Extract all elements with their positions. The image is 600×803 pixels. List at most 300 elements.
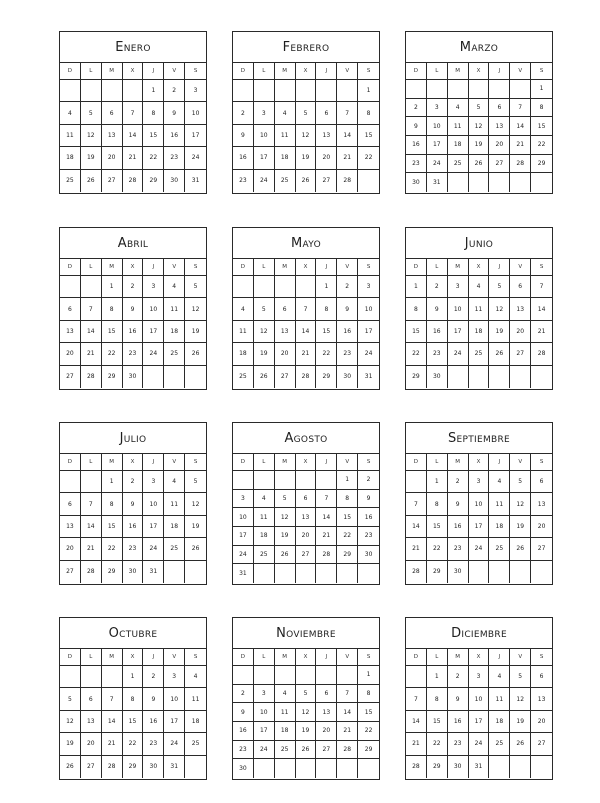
- day-cell[interactable]: 11: [275, 703, 296, 722]
- day-cell[interactable]: 7: [81, 298, 102, 320]
- day-cell[interactable]: 20: [489, 136, 510, 155]
- day-cell[interactable]: 12: [296, 125, 317, 147]
- day-cell[interactable]: 12: [510, 688, 531, 710]
- day-cell[interactable]: 12: [275, 508, 296, 527]
- day-cell[interactable]: 7: [337, 685, 358, 704]
- day-cell[interactable]: 18: [233, 343, 254, 365]
- day-cell[interactable]: 12: [469, 117, 490, 136]
- day-cell[interactable]: 1: [123, 666, 144, 688]
- day-cell[interactable]: 16: [427, 321, 448, 343]
- day-cell[interactable]: 23: [448, 733, 469, 755]
- day-cell[interactable]: 12: [489, 298, 510, 320]
- day-cell[interactable]: 2: [406, 99, 427, 118]
- day-cell[interactable]: 1: [531, 80, 552, 99]
- day-cell[interactable]: 11: [164, 298, 185, 320]
- day-cell[interactable]: 24: [143, 538, 164, 560]
- day-cell[interactable]: 2: [448, 666, 469, 688]
- day-cell[interactable]: 28: [81, 366, 102, 388]
- day-cell[interactable]: 31: [143, 561, 164, 583]
- day-cell[interactable]: 3: [143, 471, 164, 493]
- day-cell[interactable]: 17: [469, 516, 490, 538]
- day-cell[interactable]: 10: [427, 117, 448, 136]
- day-cell[interactable]: 8: [337, 490, 358, 509]
- day-cell[interactable]: 26: [254, 366, 275, 388]
- day-cell[interactable]: 12: [185, 493, 206, 515]
- day-cell[interactable]: 1: [143, 80, 164, 102]
- day-cell[interactable]: 13: [81, 711, 102, 733]
- day-cell[interactable]: 19: [185, 321, 206, 343]
- day-cell[interactable]: 8: [123, 688, 144, 710]
- day-cell[interactable]: 9: [233, 703, 254, 722]
- day-cell[interactable]: 15: [358, 703, 379, 722]
- day-cell[interactable]: 7: [81, 493, 102, 515]
- day-cell[interactable]: 25: [185, 733, 206, 755]
- day-cell[interactable]: 3: [254, 102, 275, 124]
- day-cell[interactable]: 14: [406, 516, 427, 538]
- day-cell[interactable]: 19: [254, 343, 275, 365]
- day-cell[interactable]: 8: [427, 688, 448, 710]
- day-cell[interactable]: 8: [358, 102, 379, 124]
- day-cell[interactable]: 7: [316, 490, 337, 509]
- day-cell[interactable]: 1: [406, 276, 427, 298]
- day-cell[interactable]: 4: [164, 471, 185, 493]
- day-cell[interactable]: 7: [406, 688, 427, 710]
- day-cell[interactable]: 30: [358, 546, 379, 565]
- day-cell[interactable]: 30: [337, 366, 358, 388]
- day-cell[interactable]: 24: [254, 170, 275, 192]
- day-cell[interactable]: 4: [254, 490, 275, 509]
- day-cell[interactable]: 10: [469, 493, 490, 515]
- day-cell[interactable]: 1: [358, 80, 379, 102]
- day-cell[interactable]: 22: [143, 147, 164, 169]
- day-cell[interactable]: 10: [254, 703, 275, 722]
- day-cell[interactable]: 14: [316, 508, 337, 527]
- day-cell[interactable]: 8: [143, 102, 164, 124]
- day-cell[interactable]: 26: [510, 538, 531, 560]
- day-cell[interactable]: 26: [469, 155, 490, 174]
- day-cell[interactable]: 28: [337, 741, 358, 760]
- day-cell[interactable]: 28: [102, 756, 123, 778]
- day-cell[interactable]: 2: [123, 471, 144, 493]
- day-cell[interactable]: 14: [337, 703, 358, 722]
- day-cell[interactable]: 20: [510, 321, 531, 343]
- day-cell[interactable]: 4: [275, 102, 296, 124]
- day-cell[interactable]: 26: [296, 741, 317, 760]
- day-cell[interactable]: 11: [448, 117, 469, 136]
- day-cell[interactable]: 28: [406, 561, 427, 583]
- day-cell[interactable]: 9: [123, 493, 144, 515]
- day-cell[interactable]: 30: [233, 759, 254, 778]
- day-cell[interactable]: 21: [316, 527, 337, 546]
- day-cell[interactable]: 27: [296, 546, 317, 565]
- day-cell[interactable]: 27: [275, 366, 296, 388]
- day-cell[interactable]: 13: [510, 298, 531, 320]
- day-cell[interactable]: 29: [143, 170, 164, 192]
- day-cell[interactable]: 1: [102, 471, 123, 493]
- day-cell[interactable]: 17: [164, 711, 185, 733]
- day-cell[interactable]: 29: [531, 155, 552, 174]
- day-cell[interactable]: 18: [254, 527, 275, 546]
- day-cell[interactable]: 21: [337, 722, 358, 741]
- day-cell[interactable]: 13: [296, 508, 317, 527]
- day-cell[interactable]: 20: [316, 147, 337, 169]
- day-cell[interactable]: 15: [531, 117, 552, 136]
- day-cell[interactable]: 11: [489, 688, 510, 710]
- day-cell[interactable]: 4: [60, 102, 81, 124]
- day-cell[interactable]: 4: [469, 276, 490, 298]
- day-cell[interactable]: 19: [296, 147, 317, 169]
- day-cell[interactable]: 5: [185, 471, 206, 493]
- day-cell[interactable]: 1: [316, 276, 337, 298]
- day-cell[interactable]: 10: [143, 493, 164, 515]
- day-cell[interactable]: 7: [123, 102, 144, 124]
- day-cell[interactable]: 27: [60, 366, 81, 388]
- day-cell[interactable]: 24: [143, 343, 164, 365]
- day-cell[interactable]: 12: [254, 321, 275, 343]
- day-cell[interactable]: 15: [427, 711, 448, 733]
- day-cell[interactable]: 10: [143, 298, 164, 320]
- day-cell[interactable]: 19: [296, 722, 317, 741]
- day-cell[interactable]: 21: [337, 147, 358, 169]
- day-cell[interactable]: 16: [143, 711, 164, 733]
- day-cell[interactable]: 8: [406, 298, 427, 320]
- day-cell[interactable]: 2: [337, 276, 358, 298]
- day-cell[interactable]: 8: [102, 298, 123, 320]
- day-cell[interactable]: 5: [489, 276, 510, 298]
- day-cell[interactable]: 11: [275, 125, 296, 147]
- day-cell[interactable]: 8: [531, 99, 552, 118]
- day-cell[interactable]: 10: [254, 125, 275, 147]
- day-cell[interactable]: 27: [316, 741, 337, 760]
- day-cell[interactable]: 17: [143, 321, 164, 343]
- day-cell[interactable]: 28: [531, 343, 552, 365]
- day-cell[interactable]: 31: [164, 756, 185, 778]
- day-cell[interactable]: 9: [143, 688, 164, 710]
- day-cell[interactable]: 19: [185, 516, 206, 538]
- day-cell[interactable]: 20: [81, 733, 102, 755]
- day-cell[interactable]: 11: [233, 321, 254, 343]
- day-cell[interactable]: 6: [531, 471, 552, 493]
- day-cell[interactable]: 2: [143, 666, 164, 688]
- day-cell[interactable]: 6: [60, 493, 81, 515]
- day-cell[interactable]: 13: [316, 125, 337, 147]
- day-cell[interactable]: 10: [233, 508, 254, 527]
- day-cell[interactable]: 26: [185, 343, 206, 365]
- day-cell[interactable]: 2: [164, 80, 185, 102]
- day-cell[interactable]: 28: [406, 756, 427, 778]
- day-cell[interactable]: 29: [427, 561, 448, 583]
- day-cell[interactable]: 14: [510, 117, 531, 136]
- day-cell[interactable]: 17: [469, 711, 490, 733]
- day-cell[interactable]: 4: [489, 471, 510, 493]
- day-cell[interactable]: 9: [233, 125, 254, 147]
- day-cell[interactable]: 28: [81, 561, 102, 583]
- day-cell[interactable]: 11: [164, 493, 185, 515]
- day-cell[interactable]: 20: [60, 343, 81, 365]
- day-cell[interactable]: 3: [185, 80, 206, 102]
- day-cell[interactable]: 16: [448, 711, 469, 733]
- day-cell[interactable]: 23: [123, 538, 144, 560]
- day-cell[interactable]: 14: [123, 125, 144, 147]
- day-cell[interactable]: 6: [102, 102, 123, 124]
- day-cell[interactable]: 3: [469, 666, 490, 688]
- day-cell[interactable]: 10: [164, 688, 185, 710]
- day-cell[interactable]: 19: [510, 516, 531, 538]
- day-cell[interactable]: 10: [185, 102, 206, 124]
- day-cell[interactable]: 21: [81, 538, 102, 560]
- day-cell[interactable]: 5: [510, 471, 531, 493]
- day-cell[interactable]: 3: [254, 685, 275, 704]
- day-cell[interactable]: 28: [123, 170, 144, 192]
- day-cell[interactable]: 6: [531, 666, 552, 688]
- day-cell[interactable]: 7: [510, 99, 531, 118]
- day-cell[interactable]: 24: [469, 538, 490, 560]
- day-cell[interactable]: 29: [337, 546, 358, 565]
- day-cell[interactable]: 27: [510, 343, 531, 365]
- day-cell[interactable]: 4: [489, 666, 510, 688]
- day-cell[interactable]: 9: [123, 298, 144, 320]
- day-cell[interactable]: 23: [164, 147, 185, 169]
- day-cell[interactable]: 18: [469, 321, 490, 343]
- day-cell[interactable]: 26: [185, 538, 206, 560]
- day-cell[interactable]: 9: [164, 102, 185, 124]
- day-cell[interactable]: 11: [489, 493, 510, 515]
- day-cell[interactable]: 22: [406, 343, 427, 365]
- day-cell[interactable]: 31: [469, 756, 490, 778]
- day-cell[interactable]: 2: [233, 102, 254, 124]
- day-cell[interactable]: 18: [164, 321, 185, 343]
- day-cell[interactable]: 14: [406, 711, 427, 733]
- day-cell[interactable]: 20: [531, 711, 552, 733]
- day-cell[interactable]: 21: [102, 733, 123, 755]
- day-cell[interactable]: 16: [164, 125, 185, 147]
- day-cell[interactable]: 13: [531, 493, 552, 515]
- day-cell[interactable]: 24: [254, 741, 275, 760]
- day-cell[interactable]: 19: [469, 136, 490, 155]
- day-cell[interactable]: 4: [164, 276, 185, 298]
- day-cell[interactable]: 22: [123, 733, 144, 755]
- day-cell[interactable]: 27: [531, 538, 552, 560]
- day-cell[interactable]: 7: [531, 276, 552, 298]
- day-cell[interactable]: 26: [489, 343, 510, 365]
- day-cell[interactable]: 20: [531, 516, 552, 538]
- day-cell[interactable]: 27: [60, 561, 81, 583]
- day-cell[interactable]: 2: [123, 276, 144, 298]
- day-cell[interactable]: 21: [296, 343, 317, 365]
- day-cell[interactable]: 2: [448, 471, 469, 493]
- day-cell[interactable]: 5: [60, 688, 81, 710]
- day-cell[interactable]: 27: [531, 733, 552, 755]
- day-cell[interactable]: 15: [316, 321, 337, 343]
- day-cell[interactable]: 19: [60, 733, 81, 755]
- day-cell[interactable]: 15: [358, 125, 379, 147]
- day-cell[interactable]: 31: [427, 173, 448, 192]
- day-cell[interactable]: 21: [406, 733, 427, 755]
- day-cell[interactable]: 11: [185, 688, 206, 710]
- day-cell[interactable]: 10: [358, 298, 379, 320]
- day-cell[interactable]: 1: [358, 666, 379, 685]
- day-cell[interactable]: 16: [406, 136, 427, 155]
- day-cell[interactable]: 14: [81, 321, 102, 343]
- day-cell[interactable]: 22: [316, 343, 337, 365]
- day-cell[interactable]: 25: [233, 366, 254, 388]
- day-cell[interactable]: 25: [164, 538, 185, 560]
- day-cell[interactable]: 30: [143, 756, 164, 778]
- day-cell[interactable]: 20: [316, 722, 337, 741]
- day-cell[interactable]: 1: [102, 276, 123, 298]
- day-cell[interactable]: 5: [510, 666, 531, 688]
- day-cell[interactable]: 5: [275, 490, 296, 509]
- day-cell[interactable]: 28: [337, 170, 358, 192]
- day-cell[interactable]: 22: [427, 733, 448, 755]
- day-cell[interactable]: 20: [102, 147, 123, 169]
- day-cell[interactable]: 5: [296, 685, 317, 704]
- day-cell[interactable]: 29: [358, 741, 379, 760]
- day-cell[interactable]: 6: [316, 102, 337, 124]
- day-cell[interactable]: 29: [316, 366, 337, 388]
- day-cell[interactable]: 21: [406, 538, 427, 560]
- day-cell[interactable]: 3: [358, 276, 379, 298]
- day-cell[interactable]: 28: [316, 546, 337, 565]
- day-cell[interactable]: 26: [296, 170, 317, 192]
- day-cell[interactable]: 8: [427, 493, 448, 515]
- day-cell[interactable]: 8: [358, 685, 379, 704]
- day-cell[interactable]: 22: [531, 136, 552, 155]
- day-cell[interactable]: 16: [233, 147, 254, 169]
- day-cell[interactable]: 11: [469, 298, 490, 320]
- day-cell[interactable]: 1: [427, 666, 448, 688]
- day-cell[interactable]: 7: [406, 493, 427, 515]
- day-cell[interactable]: 15: [337, 508, 358, 527]
- day-cell[interactable]: 6: [81, 688, 102, 710]
- day-cell[interactable]: 25: [489, 733, 510, 755]
- day-cell[interactable]: 13: [60, 321, 81, 343]
- day-cell[interactable]: 25: [164, 343, 185, 365]
- day-cell[interactable]: 12: [510, 493, 531, 515]
- day-cell[interactable]: 8: [102, 493, 123, 515]
- day-cell[interactable]: 15: [427, 516, 448, 538]
- day-cell[interactable]: 9: [337, 298, 358, 320]
- day-cell[interactable]: 30: [448, 561, 469, 583]
- day-cell[interactable]: 13: [531, 688, 552, 710]
- day-cell[interactable]: 23: [143, 733, 164, 755]
- day-cell[interactable]: 24: [469, 733, 490, 755]
- day-cell[interactable]: 15: [406, 321, 427, 343]
- day-cell[interactable]: 30: [406, 173, 427, 192]
- day-cell[interactable]: 13: [489, 117, 510, 136]
- day-cell[interactable]: 23: [233, 741, 254, 760]
- day-cell[interactable]: 22: [102, 343, 123, 365]
- day-cell[interactable]: 4: [233, 298, 254, 320]
- day-cell[interactable]: 22: [358, 147, 379, 169]
- day-cell[interactable]: 31: [233, 564, 254, 583]
- day-cell[interactable]: 3: [448, 276, 469, 298]
- day-cell[interactable]: 29: [427, 756, 448, 778]
- day-cell[interactable]: 3: [469, 471, 490, 493]
- day-cell[interactable]: 30: [123, 366, 144, 388]
- day-cell[interactable]: 10: [469, 688, 490, 710]
- day-cell[interactable]: 23: [233, 170, 254, 192]
- day-cell[interactable]: 25: [60, 170, 81, 192]
- day-cell[interactable]: 15: [123, 711, 144, 733]
- day-cell[interactable]: 5: [254, 298, 275, 320]
- day-cell[interactable]: 7: [102, 688, 123, 710]
- day-cell[interactable]: 17: [254, 722, 275, 741]
- day-cell[interactable]: 22: [358, 722, 379, 741]
- day-cell[interactable]: 22: [102, 538, 123, 560]
- day-cell[interactable]: 21: [531, 321, 552, 343]
- day-cell[interactable]: 17: [233, 527, 254, 546]
- day-cell[interactable]: 1: [337, 471, 358, 490]
- day-cell[interactable]: 8: [316, 298, 337, 320]
- day-cell[interactable]: 21: [81, 343, 102, 365]
- day-cell[interactable]: 13: [316, 703, 337, 722]
- day-cell[interactable]: 21: [123, 147, 144, 169]
- day-cell[interactable]: 24: [233, 546, 254, 565]
- day-cell[interactable]: 5: [185, 276, 206, 298]
- day-cell[interactable]: 6: [60, 298, 81, 320]
- day-cell[interactable]: 23: [123, 343, 144, 365]
- day-cell[interactable]: 9: [427, 298, 448, 320]
- day-cell[interactable]: 16: [448, 516, 469, 538]
- day-cell[interactable]: 18: [164, 516, 185, 538]
- day-cell[interactable]: 11: [254, 508, 275, 527]
- day-cell[interactable]: 17: [448, 321, 469, 343]
- day-cell[interactable]: 26: [510, 733, 531, 755]
- day-cell[interactable]: 17: [358, 321, 379, 343]
- day-cell[interactable]: 12: [185, 298, 206, 320]
- day-cell[interactable]: 5: [469, 99, 490, 118]
- day-cell[interactable]: 27: [489, 155, 510, 174]
- day-cell[interactable]: 29: [102, 366, 123, 388]
- day-cell[interactable]: 13: [275, 321, 296, 343]
- day-cell[interactable]: 1: [427, 471, 448, 493]
- day-cell[interactable]: 23: [337, 343, 358, 365]
- day-cell[interactable]: 4: [448, 99, 469, 118]
- day-cell[interactable]: 16: [123, 321, 144, 343]
- day-cell[interactable]: 17: [427, 136, 448, 155]
- day-cell[interactable]: 30: [164, 170, 185, 192]
- day-cell[interactable]: 20: [275, 343, 296, 365]
- day-cell[interactable]: 25: [275, 170, 296, 192]
- day-cell[interactable]: 12: [81, 125, 102, 147]
- day-cell[interactable]: 2: [427, 276, 448, 298]
- day-cell[interactable]: 9: [448, 493, 469, 515]
- day-cell[interactable]: 18: [60, 147, 81, 169]
- day-cell[interactable]: 24: [358, 343, 379, 365]
- day-cell[interactable]: 18: [489, 711, 510, 733]
- day-cell[interactable]: 23: [427, 343, 448, 365]
- day-cell[interactable]: 25: [275, 741, 296, 760]
- day-cell[interactable]: 23: [406, 155, 427, 174]
- day-cell[interactable]: 13: [102, 125, 123, 147]
- day-cell[interactable]: 18: [275, 722, 296, 741]
- day-cell[interactable]: 20: [296, 527, 317, 546]
- day-cell[interactable]: 19: [510, 711, 531, 733]
- day-cell[interactable]: 19: [81, 147, 102, 169]
- day-cell[interactable]: 16: [233, 722, 254, 741]
- day-cell[interactable]: 24: [427, 155, 448, 174]
- day-cell[interactable]: 14: [337, 125, 358, 147]
- day-cell[interactable]: 11: [60, 125, 81, 147]
- day-cell[interactable]: 24: [448, 343, 469, 365]
- day-cell[interactable]: 7: [337, 102, 358, 124]
- day-cell[interactable]: 19: [275, 527, 296, 546]
- day-cell[interactable]: 6: [510, 276, 531, 298]
- day-cell[interactable]: 13: [60, 516, 81, 538]
- day-cell[interactable]: 27: [316, 170, 337, 192]
- day-cell[interactable]: 26: [60, 756, 81, 778]
